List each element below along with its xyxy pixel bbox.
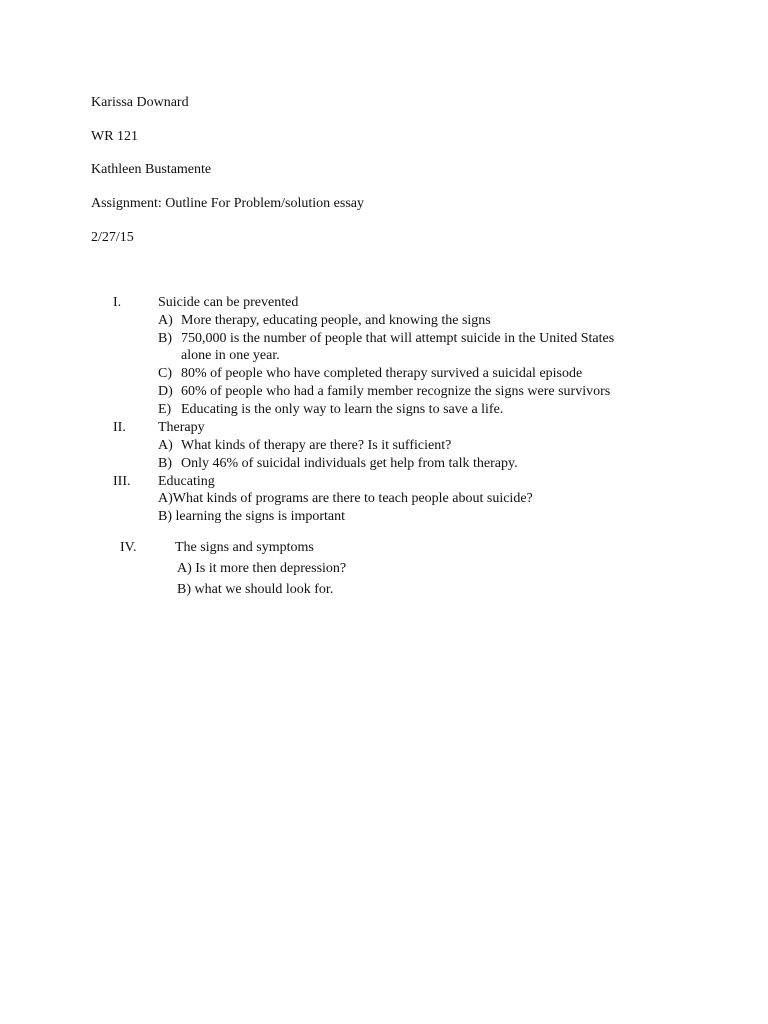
item-label: A) bbox=[158, 313, 173, 328]
item-label: B) bbox=[158, 456, 172, 471]
list-item bbox=[158, 312, 491, 330]
section-heading: The signs and symptoms bbox=[175, 540, 314, 555]
item-label: A) bbox=[158, 438, 173, 453]
section-heading: Suicide can be prevented bbox=[158, 295, 299, 310]
instructor-name: Kathleen Bustamente bbox=[91, 162, 212, 177]
item-label: B) bbox=[158, 331, 172, 346]
item-text: What kinds of therapy are there? Is it sufficient? bbox=[181, 438, 452, 453]
list-item bbox=[158, 455, 518, 473]
section-heading: Educating bbox=[158, 474, 215, 489]
item-text: 750,000 is the number of people that will attempt suicide in the United States bbox=[181, 331, 615, 346]
list-item bbox=[158, 401, 503, 419]
item-text: 80% of people who have completed therapy survived a suicidal episode bbox=[181, 366, 583, 381]
section-numeral: I. bbox=[113, 295, 122, 310]
item-text: 60% of people who had a family member recognize the signs were survivors bbox=[181, 384, 611, 399]
list-item: A)What kinds of programs are there to teach people about suicide? bbox=[158, 491, 533, 506]
list-item: A) Is it more then depression? bbox=[177, 561, 347, 576]
list-item bbox=[158, 437, 451, 455]
list-item bbox=[158, 330, 614, 348]
section-numeral: II. bbox=[113, 420, 126, 435]
list-item: B) learning the signs is important bbox=[158, 509, 346, 524]
section-numeral: IV. bbox=[120, 540, 137, 555]
section-heading: Therapy bbox=[158, 420, 205, 435]
item-text-continuation: alone in one year. bbox=[181, 348, 280, 363]
date: 2/27/15 bbox=[91, 230, 134, 245]
assignment-title: Assignment: Outline For Problem/solution essay bbox=[91, 196, 364, 211]
author-name: Karissa Downard bbox=[91, 95, 189, 110]
item-label: E) bbox=[158, 402, 172, 417]
item-label: D) bbox=[158, 384, 173, 399]
list-item: B) what we should look for. bbox=[177, 582, 334, 597]
item-label: C) bbox=[158, 366, 172, 381]
section-numeral: III. bbox=[113, 474, 131, 489]
course-code: WR 121 bbox=[91, 129, 139, 144]
list-item bbox=[158, 383, 610, 401]
list-item bbox=[158, 365, 582, 383]
item-text: Educating is the only way to learn the signs to save a life. bbox=[181, 402, 504, 417]
item-text: More therapy, educating people, and knowing the signs bbox=[181, 313, 491, 328]
item-text: Only 46% of suicidal individuals get help from talk therapy. bbox=[181, 456, 518, 471]
